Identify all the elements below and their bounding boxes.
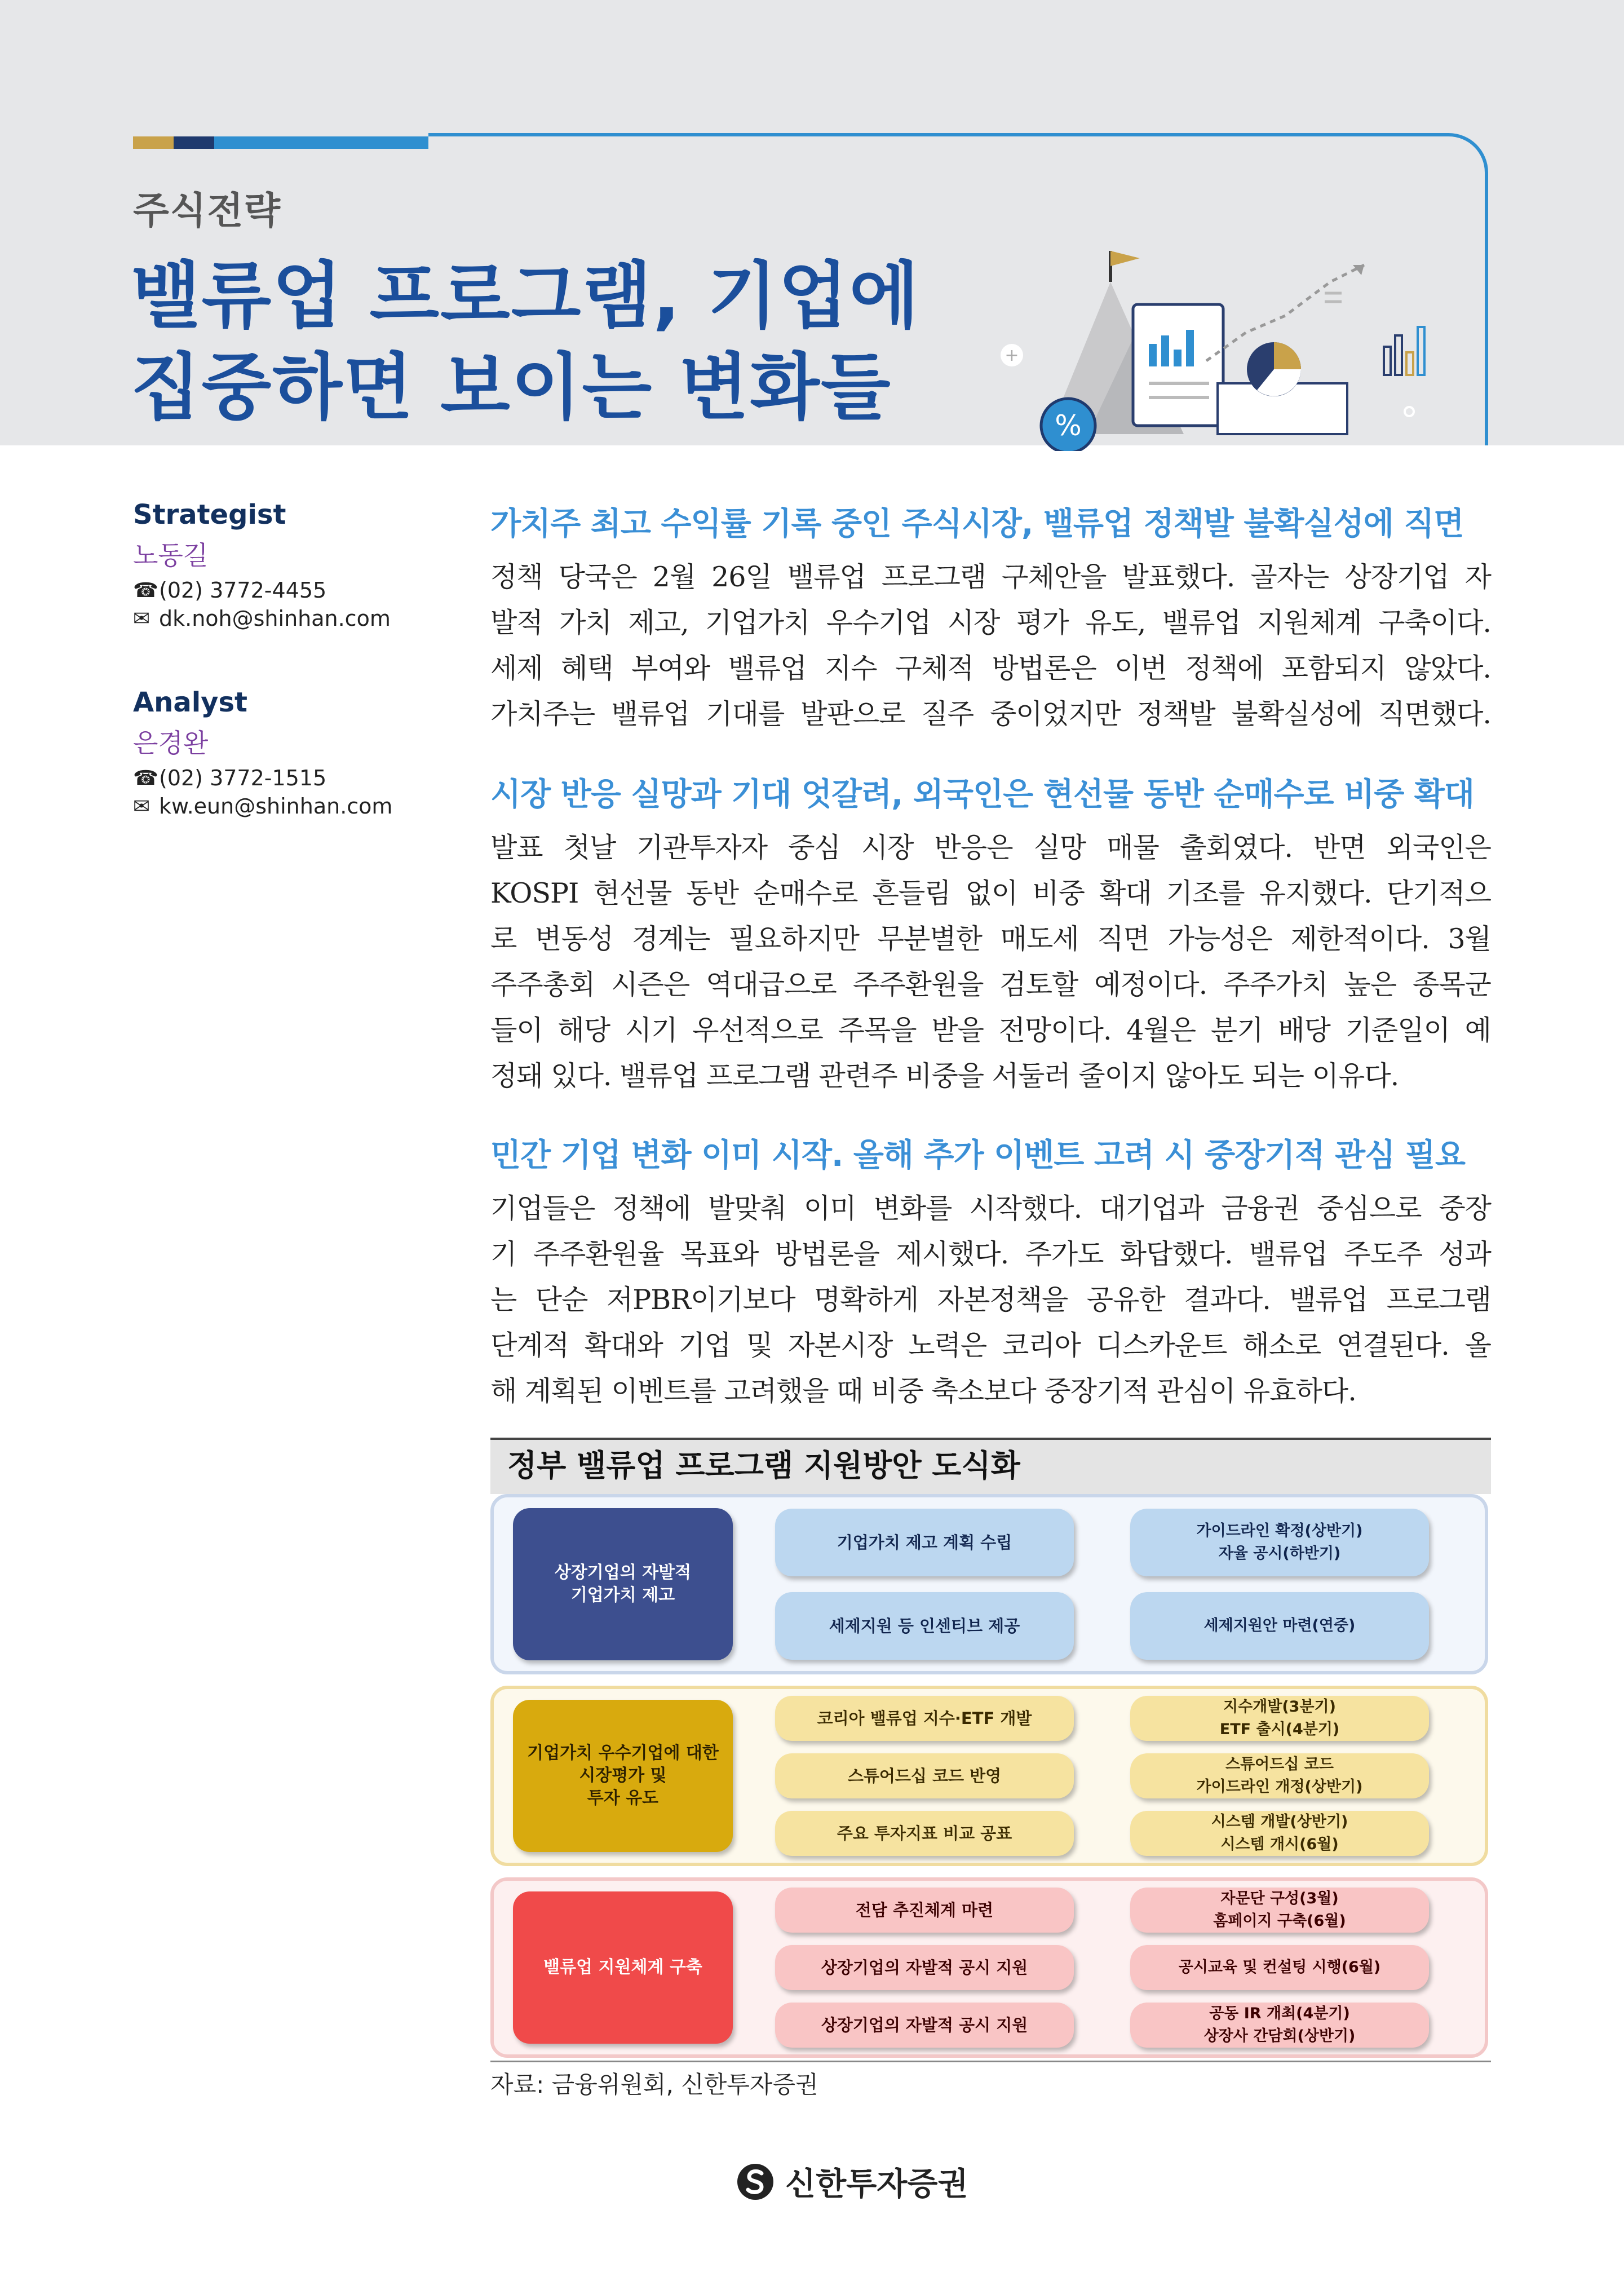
svg-text:+: + (1005, 346, 1019, 365)
accent-bar-navy (174, 136, 214, 149)
growth-chart-illustration-icon (992, 248, 1454, 451)
accent-bar-gold (133, 136, 174, 149)
section-heading: 민간 기업 변화 이미 시작. 올해 추가 이벤트 고려 시 중장기적 관심 필요 (490, 1137, 1465, 1174)
diagram-schedule-node: 지수개발(3분기) ETF 출시(4분기) (1130, 1696, 1429, 1741)
section-3 (490, 1130, 1491, 1414)
section-body: 정책 당국은 2월 26일 밸류업 프로그램 구체안을 발표했다. 골자는 상장기업 자 발적 가치 제고, 기업가치 우수기업 시장 평가 유도, 밸류업 지원체계 구축이다. 세제 혜택 부여와 밸류업 지수 구체적 방법론은 이번 정책에 포함되지 않았다. 가치주는 밸류업 기대를 발판으로 질주 중이었지만 정책발 불확실성에 직면했다. (490, 561, 1491, 730)
diagram-schedule-node: 가이드라인 확정(상반기) 자율 공시(하반기) (1130, 1509, 1429, 1576)
analyst-phone: ☎ (02) 3772-1515 (133, 766, 327, 790)
diagram-task-node: 기업가치 제고 계획 수립 (775, 1509, 1074, 1576)
diagram-schedule-node: 스튜어드십 코드 가이드라인 개정(상반기) (1130, 1753, 1429, 1798)
diagram-task-node: 주요 투자지표 비교 공표 (775, 1811, 1074, 1856)
accent-bar-blue (214, 136, 428, 149)
title-line-2: 집중하면 보이는 변화들 (131, 346, 892, 430)
diagram-schedule-node: 자문단 구성(3월) 홈페이지 구축(6월) (1130, 1888, 1429, 1933)
brand-name: 신한투자증권 (785, 2166, 968, 2203)
diagram-schedule-node: 세제지원안 마련(연중) (1130, 1592, 1429, 1660)
analyst-card (133, 687, 392, 819)
strategist-card (133, 499, 391, 631)
figure-title: 정부 밸류업 프로그램 지원방안 도식화 (490, 1438, 1491, 1494)
diagram-schedule-node: 공시교육 및 컨설팅 시행(6월) (1130, 1945, 1429, 1990)
diagram-task-node: 전담 추진체계 마련 (775, 1888, 1074, 1933)
diagram-schedule-node: 공동 IR 개최(4분기) 상장사 간담회(상반기) (1130, 2003, 1429, 2048)
analyst-email[interactable]: ✉ kw.eun@shinhan.com (133, 794, 393, 819)
section-body: 기업들은 정책에 발맞춰 이미 변화를 시작했다. 대기업과 금융권 중심으로 중장 기 주주환원율 목표와 방법론을 제시했다. 주가도 화답했다. 밸류업 주도주 성과 는 단순 저PBR이기보다 명확하게 자본정책을 공유한 결과다. 밸류업 프로그램 단계적 확대와 기업 및 자본시장 노력은 코리아 디스카운트 해소로 연결된다. 올 해 계획된 이벤트를 고려했을 때 비중 축소보다 중장기적 관심이 유효하다. (490, 1192, 1491, 1407)
svg-text:%: % (1055, 409, 1082, 442)
diagram-schedule-node: 시스템 개발(상반기) 시스템 개시(6월) (1130, 1811, 1429, 1856)
phone-icon: ☎ (133, 578, 158, 602)
diagram-task-node: 세제지원 등 인센티브 제공 (775, 1592, 1074, 1660)
report-title (131, 251, 920, 434)
diagram-task-node: 스튜어드십 코드 반영 (775, 1753, 1074, 1798)
diagram-main-node: 상장기업의 자발적 기업가치 제고 (513, 1508, 733, 1660)
report-header (0, 0, 1624, 445)
phone-icon: ☎ (133, 766, 158, 790)
strategist-email[interactable]: ✉ dk.noh@shinhan.com (133, 606, 391, 631)
shinhan-logo-icon (736, 2162, 775, 2202)
valueup-program-diagram (490, 1494, 1491, 2062)
report-category: 주식전략 (133, 189, 282, 232)
analyst-name: 은경완 (133, 728, 209, 758)
title-line-1: 밸류업 프로그램, 기업에 (131, 254, 921, 338)
strategist-role: Strategist (133, 499, 286, 531)
diagram-task-node: 상장기업의 자발적 공시 지원 (775, 1945, 1074, 1990)
diagram-task-node: 상장기업의 자발적 공시 지원 (775, 2003, 1074, 2048)
strategist-phone: ☎ (02) 3772-4455 (133, 578, 327, 603)
mail-icon: ✉ (133, 607, 151, 630)
analyst-role: Analyst (133, 687, 247, 718)
footer-brand (736, 2159, 968, 2204)
figure-source: 자료: 금융위원회, 신한투자증권 (490, 2071, 818, 2098)
section-body: 발표 첫날 기관투자자 중심 시장 반응은 실망 매물 출회였다. 반면 외국인은 KOSPI 현선물 동반 순매수로 흔들림 없이 비중 확대 기조를 유지했다. 단기적으 로 변동성 경계는 필요하지만 무분별한 매도세 직면 가능성은 제한적이다. 3월 주주총회 시즌은 역대급으로 주주환원을 검토할 예정이다. 주주가치 높은 종목군 들이 해당 시기 우선적으로 주목을 받을 전망이다. 4월은 분기 배당 기준일이 예 정돼 있다. 밸류업 프로그램 관련주 비중을 서둘러 줄이지 않아도 되는 이유다. (490, 832, 1491, 1092)
diagram-main-node: 기업가치 우수기업에 대한 시장평가 및 투자 유도 (513, 1700, 733, 1852)
section-2 (490, 770, 1491, 1099)
section-1 (490, 499, 1491, 737)
section-heading: 가치주 최고 수익률 기록 중인 주식시장, 밸류업 정책발 불확실성에 직면 (490, 506, 1464, 542)
diagram-task-node: 코리아 밸류업 지수·ETF 개발 (775, 1696, 1074, 1741)
diagram-main-node: 밸류업 지원체계 구축 (513, 1891, 733, 2044)
section-heading: 시장 반응 실망과 기대 엇갈려, 외국인은 현선물 동반 순매수로 비중 확대 (490, 776, 1475, 813)
mail-icon: ✉ (133, 794, 151, 818)
strategist-name: 노동길 (133, 540, 209, 571)
